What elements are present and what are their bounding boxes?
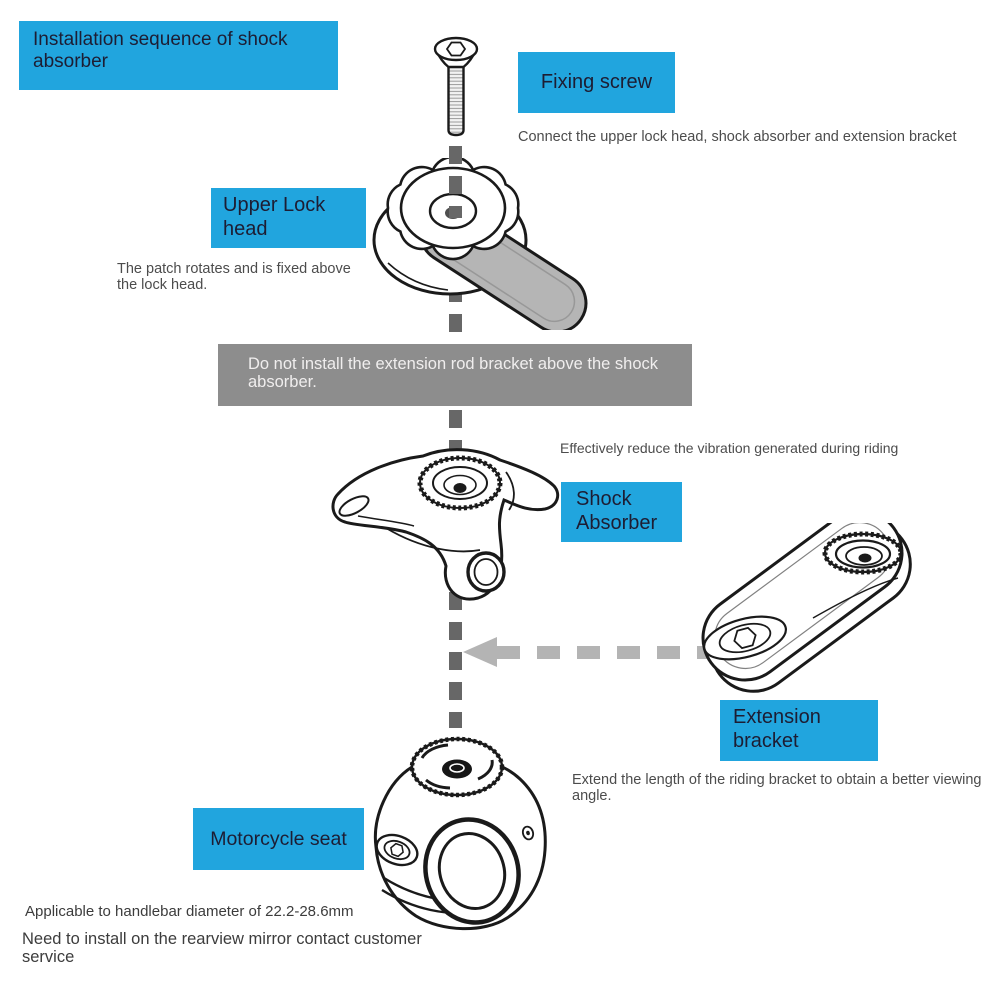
- caption-fixing-screw: Connect the upper lock head, shock absorber and extension bracket: [518, 129, 957, 145]
- warning-banner: Do not install the extension rod bracket above the shock absorber.: [218, 344, 692, 406]
- label-motorcycle-seat: Motorcycle seat: [193, 808, 364, 870]
- footnote-rearview-mirror: Need to install on the rearview mirror contact customer service: [22, 930, 422, 967]
- label-upper-lock-head: Upper Lock head: [211, 188, 366, 248]
- extension-bracket-illustration: [693, 523, 1000, 710]
- caption-upper-lock-head: The patch rotates and is fixed above the lock head.: [117, 261, 351, 294]
- label-fixing-screw: Fixing screw: [518, 52, 675, 113]
- caption-shock-absorber: Effectively reduce the vibration generated during riding: [560, 440, 899, 456]
- motorcycle-seat-illustration: [358, 722, 570, 934]
- label-extension-bracket: Extension bracket: [720, 700, 878, 761]
- diagram-title: Installation sequence of shock absorber: [19, 21, 338, 90]
- label-shock-absorber: Shock Absorber: [561, 482, 682, 542]
- assembly-axis-dash-1: [449, 146, 462, 218]
- upper-lock-head-illustration: [358, 158, 598, 330]
- caption-extension-bracket: Extend the length of the riding bracket to obtain a better viewing angle.: [572, 772, 982, 805]
- fixing-screw-illustration: [426, 36, 486, 154]
- shock-absorber-illustration: [328, 434, 563, 616]
- caption-handlebar-diameter: Applicable to handlebar diameter of 22.2-28.6mm: [25, 903, 354, 920]
- insert-direction-arrowhead: [463, 637, 497, 667]
